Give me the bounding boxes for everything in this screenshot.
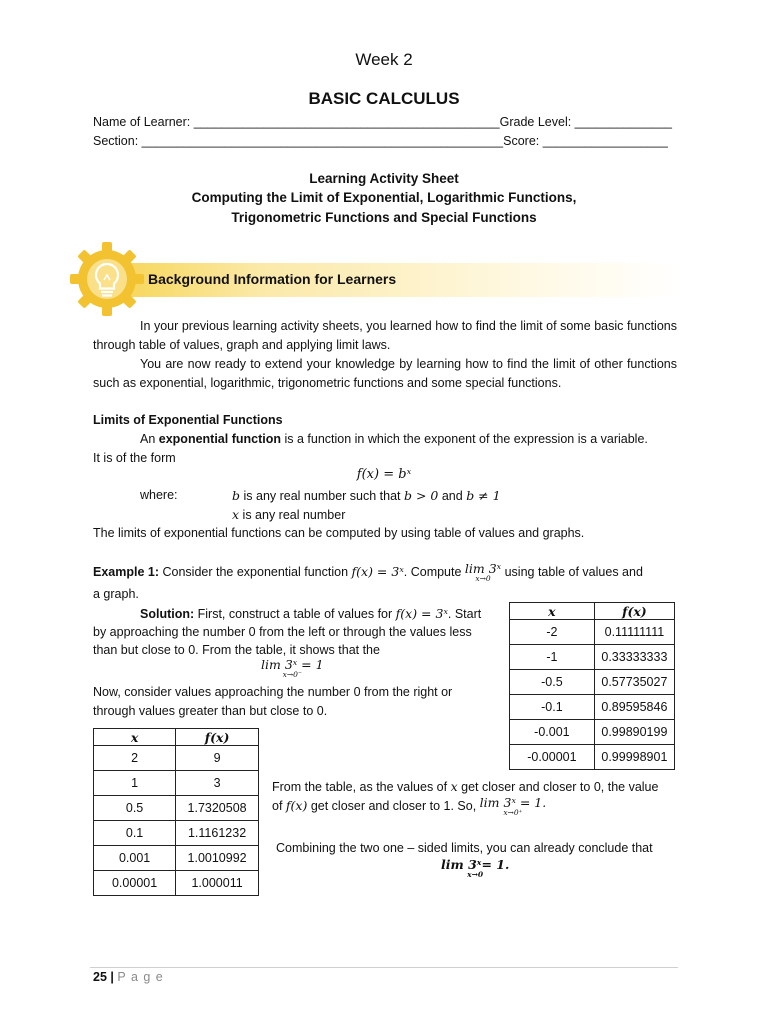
solution-line-4: Now, consider values approaching the number 0 from the right or [93,685,453,699]
table-cell: 0.00001 [94,871,176,896]
table-cell: 1 [94,771,176,796]
where-label: where: [140,488,178,502]
page-footer: 25 | P a g e [93,970,164,984]
limits-note: The limits of exponential functions can be computed by using table of values and graphs. [93,526,585,540]
limit-expression: lim 3ˣ x→0 [464,561,502,584]
table-cell: 0.89595846 [594,695,674,720]
exponential-formula: f(x) = bˣ [356,467,412,482]
table-header: f(x) [594,603,674,620]
table-cell: 0.5 [94,796,176,821]
table-right-approach [93,728,259,896]
table-cell: -0.00001 [510,745,595,770]
definition-term: exponential function [158,432,281,446]
table-cell: 9 [176,746,259,771]
table-cell: 0.57735027 [594,670,674,695]
table-cell: 0.1 [94,821,176,846]
sheet-kind: Learning Activity Sheet [309,171,459,186]
banner-label: Background Information for Learners [148,271,397,287]
table-cell: -2 [510,620,595,645]
table-cell: 0.99998901 [594,745,674,770]
table-cell: 1.000011 [176,871,259,896]
condition-b: b is any real number such that b > 0 and b ≠ 1 [232,488,501,503]
condition-x: x is any real number [232,507,346,522]
definition-line-2: It is of the form [93,451,176,465]
table-cell: -1 [510,645,595,670]
combine-text: Combining the two one – sided limits, you can already conclude that [276,841,653,855]
name-of-learner-line: Name of Learner: ____________________________________________Grade Level: ______________ [93,115,672,129]
intro-paragraph-2: You are now ready to extend your knowledge by learning how to find the limit of other functions such as exponential, logarithmic, trigonometric functions and some special functions. [93,357,677,390]
section-heading: Limits of Exponential Functions [93,413,283,427]
subject-title: BASIC CALCULUS [308,89,460,108]
footer-rule [90,967,678,968]
solution-line-2: by approaching the number 0 from the left or through the values less [93,625,472,639]
solution-line-5: through values greater than but close to 0. [93,704,328,718]
table-cell: 0.99890199 [594,720,674,745]
table-cell: -0.5 [510,670,595,695]
table-left-approach [509,602,675,770]
table-cell: 1.0010992 [176,846,259,871]
definition-line-1: An exponential function is a function in which the exponent of the expression is a variable. [140,432,648,446]
solution-line-3: than but close to 0. From the table, it shows that the [93,643,380,657]
solution-line-1: Solution: First, construct a table of values for f(x) = 3ˣ. Start [140,606,482,621]
table-cell: 1.7320508 [176,796,259,821]
table-cell: 0.33333333 [594,645,674,670]
table-cell: 0.11111111 [594,620,674,645]
right-limit-text-2: of f(x) get closer and closer to 1. So, lim 3ˣ = 1. x→0⁺ [272,795,547,818]
table-cell: 3 [176,771,259,796]
table-cell: -0.001 [510,720,595,745]
lightbulb-gear-icon [68,240,146,318]
table-cell: 2 [94,746,176,771]
left-limit-expression: lim 3ˣ = 1 x→0⁻ [261,657,324,679]
table-header: f(x) [176,729,259,746]
intro-paragraph-1: In your previous learning activity sheets, you learned how to find the limit of some basic functions through table of values, graph and applying limit laws. [93,319,677,352]
final-limit-expression: lim 3ˣ= 1. x→0 [441,857,510,879]
right-limit-text-1: From the table, as the values of x get closer and closer to 0, the value [272,779,659,794]
sheet-title-line1: Computing the Limit of Exponential, Logarithmic Functions, [191,190,577,205]
table-cell: 1.1161232 [176,821,259,846]
example-1-line-2: a graph. [93,587,139,601]
sheet-title-line2: Trigonometric Functions and Special Functions [231,210,537,225]
section-line: Section: ____________________________________________________Score: __________________ [93,134,668,148]
table-cell: -0.1 [510,695,595,720]
table-cell: 0.001 [94,846,176,871]
example-1-statement: Example 1: Consider the exponential function f(x) = 3ˣ. Compute lim 3ˣ x→0 using table of values and [93,561,643,584]
week-label: Week 2 [355,50,413,69]
table-header: x [510,603,595,620]
right-limit-expression: lim 3ˣ = 1. x→0⁺ [479,795,547,818]
table-header: x [94,729,176,746]
